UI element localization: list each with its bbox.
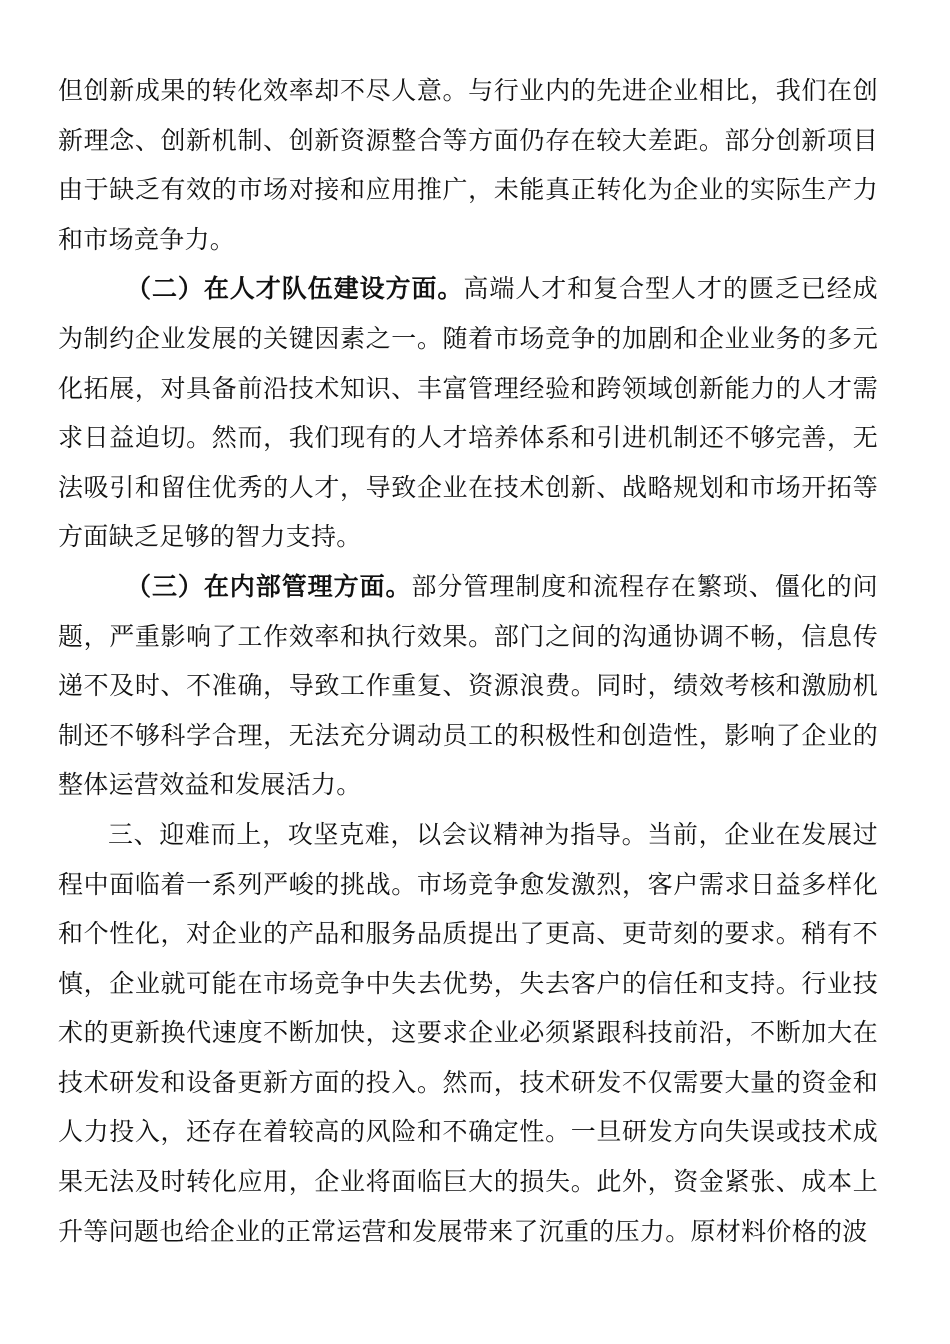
paragraph-text: 部分管理制度和流程存在繁琐、僵化的问题，严重影响了工作效率和执行效果。部门之间的沟通协调不畅，信息传递不及时、不准确，导致工作重复、资源浪费。同时，绩效考核和激励机制还不够科学合理，无法充分调动员工的积极性和创造性，影响了企业的整体运营效益和发展活力。 [58,571,878,800]
paragraph-text: 但创新成果的转化效率却不尽人意。与行业内的先进企业相比，我们在创新理念、创新机制、创新资源整合等方面仍存在较大差距。部分创新项目由于缺乏有效的市场对接和应用推广，未能真正转化为企业的实际生产力和市场竞争力。 [58,76,878,254]
paragraph-section-three [58,810,878,1256]
paragraph-text: 三、迎难而上，攻坚克难，以会议精神为指导。当前，企业在发展过程中面临着一系列严峻的挑战。市场竞争愈发激烈，客户需求日益多样化和个性化，对企业的产品和服务品质提出了更高、更苛刻的要求。稍有不慎，企业就可能在市场竞争中失去优势，失去客户的信任和支持。行业技术的更新换代速度不断加快，这要求企业必须紧跟科技前沿，不断加大在技术研发和设备更新方面的投入。然而，技术研发不仅需要大量的资金和人力投入，还存在着较高的风险和不确定性。一旦研发方向失误或技术成果无法及时转化应用，企业将面临巨大的损失。此外，资金紧张、成本上升等问题也给企业的正常运营和发展带来了沉重的压力。原材料价格的波 [58,819,878,1246]
document-body [58,66,878,1256]
paragraph-continuation [58,66,878,264]
paragraph-internal-management [58,562,878,810]
section-heading-talent: （二）在人才队伍建设方面。 [126,274,464,304]
section-heading-management: （三）在内部管理方面。 [126,571,412,601]
paragraph-talent-team [58,264,878,562]
paragraph-text: 高端人才和复合型人才的匮乏已经成为制约企业发展的关键因素之一。随着市场竞争的加剧和企业业务的多元化拓展，对具备前沿技术知识、丰富管理经验和跨领域创新能力的人才需求日益迫切。然而，我们现有的人才培养体系和引进机制还不够完善，无法吸引和留住优秀的人才，导致企业在技术创新、战略规划和市场开拓等方面缺乏足够的智力支持。 [58,274,878,552]
